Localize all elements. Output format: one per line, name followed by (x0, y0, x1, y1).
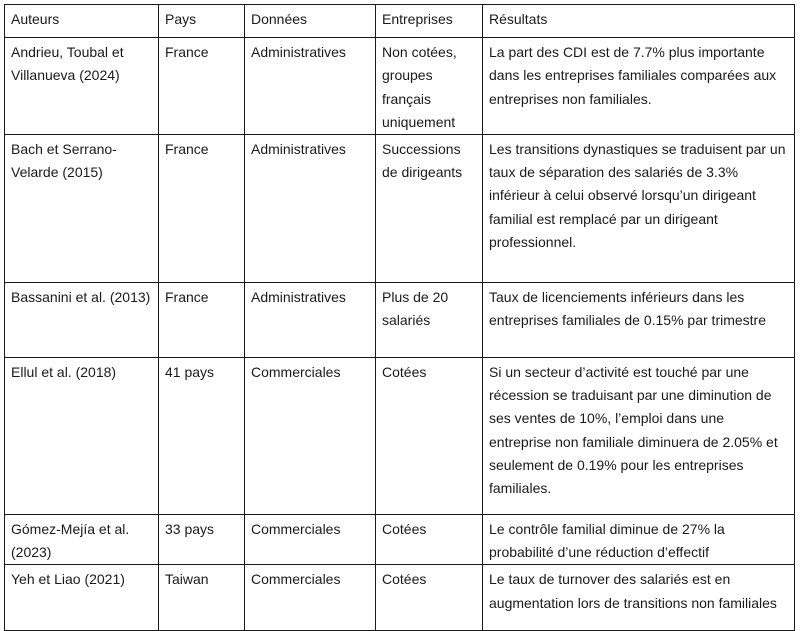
table-row (5, 565, 795, 631)
table-row (5, 358, 795, 515)
cell-donnees: Commerciales (245, 358, 376, 515)
cell-pays: 41 pays (159, 358, 245, 515)
cell-entreprises: Cotées (376, 565, 483, 631)
cell-entreprises: Cotées (376, 358, 483, 515)
cell-donnees: Commerciales (245, 565, 376, 631)
cell-entreprises: Cotées (376, 515, 483, 565)
literature-table (4, 4, 795, 631)
cell-entreprises: Plus de 20 salariés (376, 283, 483, 358)
cell-entreprises: Successions de dirigeants (376, 135, 483, 283)
header-row (5, 5, 795, 38)
header-pays: Pays (159, 5, 245, 38)
cell-pays: Taiwan (159, 565, 245, 631)
document-page (4, 4, 794, 631)
cell-auteurs: Gómez-Mejía et al. (2023) (5, 515, 159, 565)
cell-donnees: Administratives (245, 38, 376, 135)
cell-donnees: Commerciales (245, 515, 376, 565)
table-header (5, 5, 795, 38)
header-entreprises: Entreprises (376, 5, 483, 38)
cell-auteurs: Bassanini et al. (2013) (5, 283, 159, 358)
table-row (5, 283, 795, 358)
table-row (5, 135, 795, 283)
table-body (5, 38, 795, 631)
cell-auteurs: Bach et Serrano-Velarde (2015) (5, 135, 159, 283)
header-resultats: Résultats (483, 5, 795, 38)
cell-donnees: Administratives (245, 135, 376, 283)
cell-resultats: Les transitions dynastiques se traduisent par un taux de séparation des salariés de 3.3% inférieur à celui observé lorsqu’un dirigeant familial est remplacé par un dirigeant professionnel. (483, 135, 795, 283)
header-donnees: Données (245, 5, 376, 38)
cell-resultats: Le taux de turnover des salariés est en augmentation lors de transitions non familiales (483, 565, 795, 631)
cell-auteurs: Andrieu, Toubal et Villanueva (2024) (5, 38, 159, 135)
cell-auteurs: Yeh et Liao (2021) (5, 565, 159, 631)
cell-auteurs: Ellul et al. (2018) (5, 358, 159, 515)
cell-pays: 33 pays (159, 515, 245, 565)
cell-resultats: La part des CDI est de 7.7% plus importante dans les entreprises familiales comparées aux entreprises non familiales. (483, 38, 795, 135)
cell-entreprises: Non cotées, groupes français uniquement (376, 38, 483, 135)
cell-pays: France (159, 38, 245, 135)
table-row (5, 38, 795, 135)
cell-donnees: Administratives (245, 283, 376, 358)
cell-resultats: Si un secteur d’activité est touché par une récession se traduisant par une diminution de ses ventes de 10%, l’emploi dans une entreprise non familiale diminuera de 2.05% et seulement de 0.19% pour les entreprises familiales. (483, 358, 795, 515)
cell-resultats: Taux de licenciements inférieurs dans les entreprises familiales de 0.15% par trimestre (483, 283, 795, 358)
cell-pays: France (159, 283, 245, 358)
table-row (5, 515, 795, 565)
header-auteurs: Auteurs (5, 5, 159, 38)
cell-resultats: Le contrôle familial diminue de 27% la probabilité d’une réduction d’effectif (483, 515, 795, 565)
cell-pays: France (159, 135, 245, 283)
